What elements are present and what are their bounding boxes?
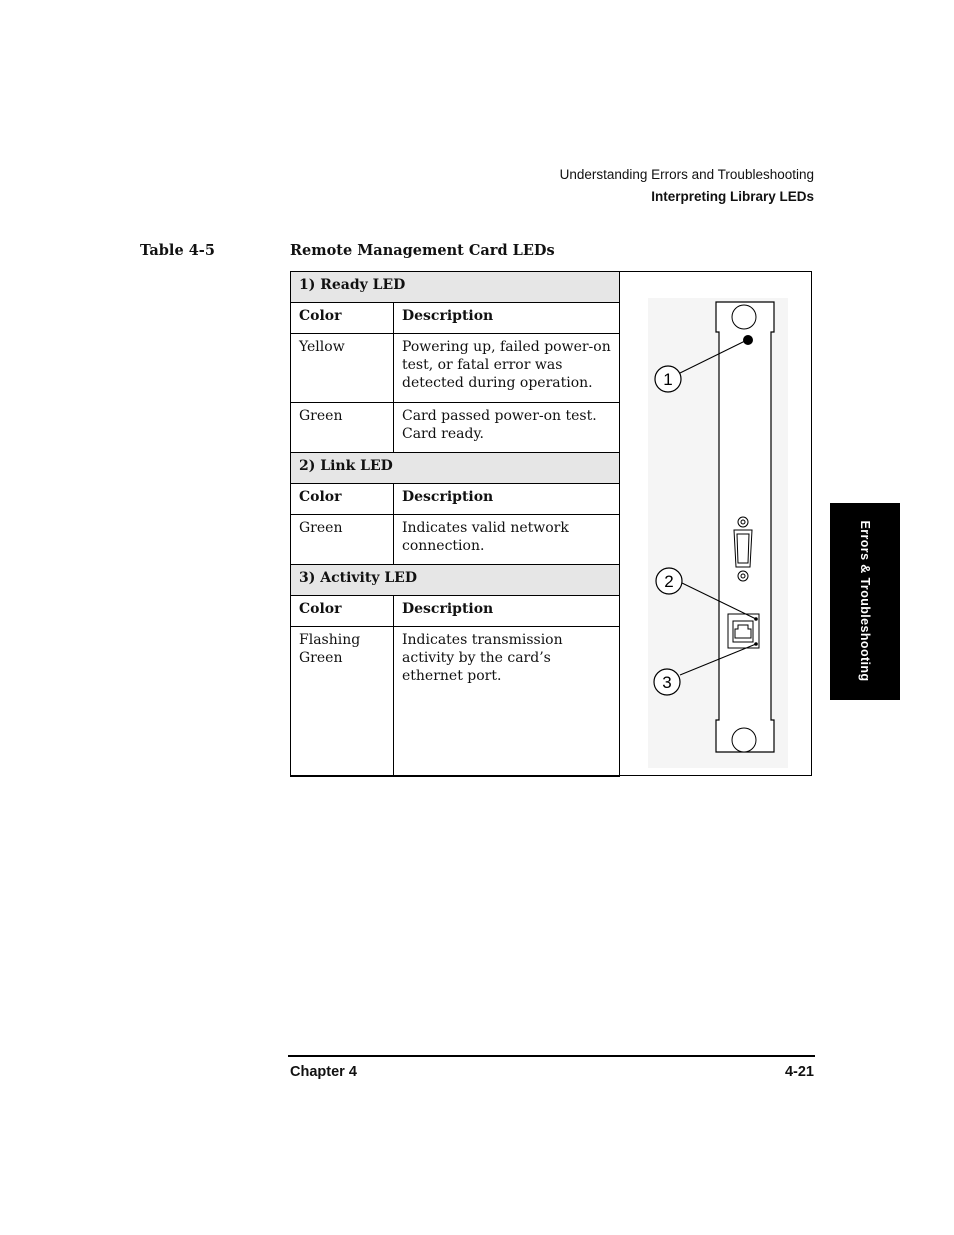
footer-page-number: 4-21 (784, 1064, 814, 1080)
cell-description: Card passed power-on test. Card ready. (394, 403, 620, 453)
callout-2 (656, 568, 682, 594)
group-title: 3) Activity LED (291, 565, 620, 596)
cell-description: Powering up, failed power-on test, or fatal error was detected during operation. (394, 334, 620, 403)
table-row (291, 334, 620, 403)
column-header-color: Color (291, 303, 394, 334)
card-illustration (620, 272, 811, 775)
group-header-activity-led (291, 565, 620, 596)
table-row (291, 403, 620, 453)
cell-description: Indicates transmission activity by the card’s ethernet port. (394, 627, 620, 777)
cell-color: Yellow (291, 334, 394, 403)
table-row (291, 515, 620, 565)
column-header-color: Color (291, 596, 394, 627)
column-header-row (291, 596, 620, 627)
cell-color: Green (291, 515, 394, 565)
table-title: Remote Management Card LEDs (290, 242, 555, 259)
ready-led-icon (744, 336, 753, 345)
group-header-ready-led (291, 272, 620, 303)
group-header-link-led (291, 453, 620, 484)
group-title: 2) Link LED (291, 453, 620, 484)
column-header-description: Description (394, 596, 620, 627)
ethernet-port-icon (728, 614, 759, 648)
chapter-side-tab-label: Errors & Troubleshooting (858, 520, 872, 682)
callout-2-label: 2 (664, 572, 674, 591)
top-mount-hole-icon (732, 305, 756, 329)
cell-description: Indicates valid network connection. (394, 515, 620, 565)
column-header-color: Color (291, 484, 394, 515)
cell-color: Flashing Green (291, 627, 394, 777)
card-illustration-svg (620, 272, 811, 775)
footer-rule (288, 1055, 815, 1057)
cell-color: Green (291, 403, 394, 453)
column-header-description: Description (394, 303, 620, 334)
callout-3-label: 3 (662, 673, 672, 692)
footer-chapter: Chapter 4 (290, 1064, 357, 1080)
column-header-row (291, 484, 620, 515)
callout-1-label: 1 (663, 370, 673, 389)
group-title: 1) Ready LED (291, 272, 620, 303)
running-header-subsection: Interpreting Library LEDs (651, 189, 814, 204)
callout-3 (654, 669, 680, 695)
running-header-section: Understanding Errors and Troubleshooting (559, 167, 814, 182)
bottom-mount-hole-icon (732, 728, 756, 752)
column-header-row (291, 303, 620, 334)
table-row (291, 627, 620, 777)
column-header-description: Description (394, 484, 620, 515)
callout-1 (655, 366, 681, 392)
table-number: Table 4-5 (140, 242, 215, 259)
led-table (290, 271, 620, 777)
